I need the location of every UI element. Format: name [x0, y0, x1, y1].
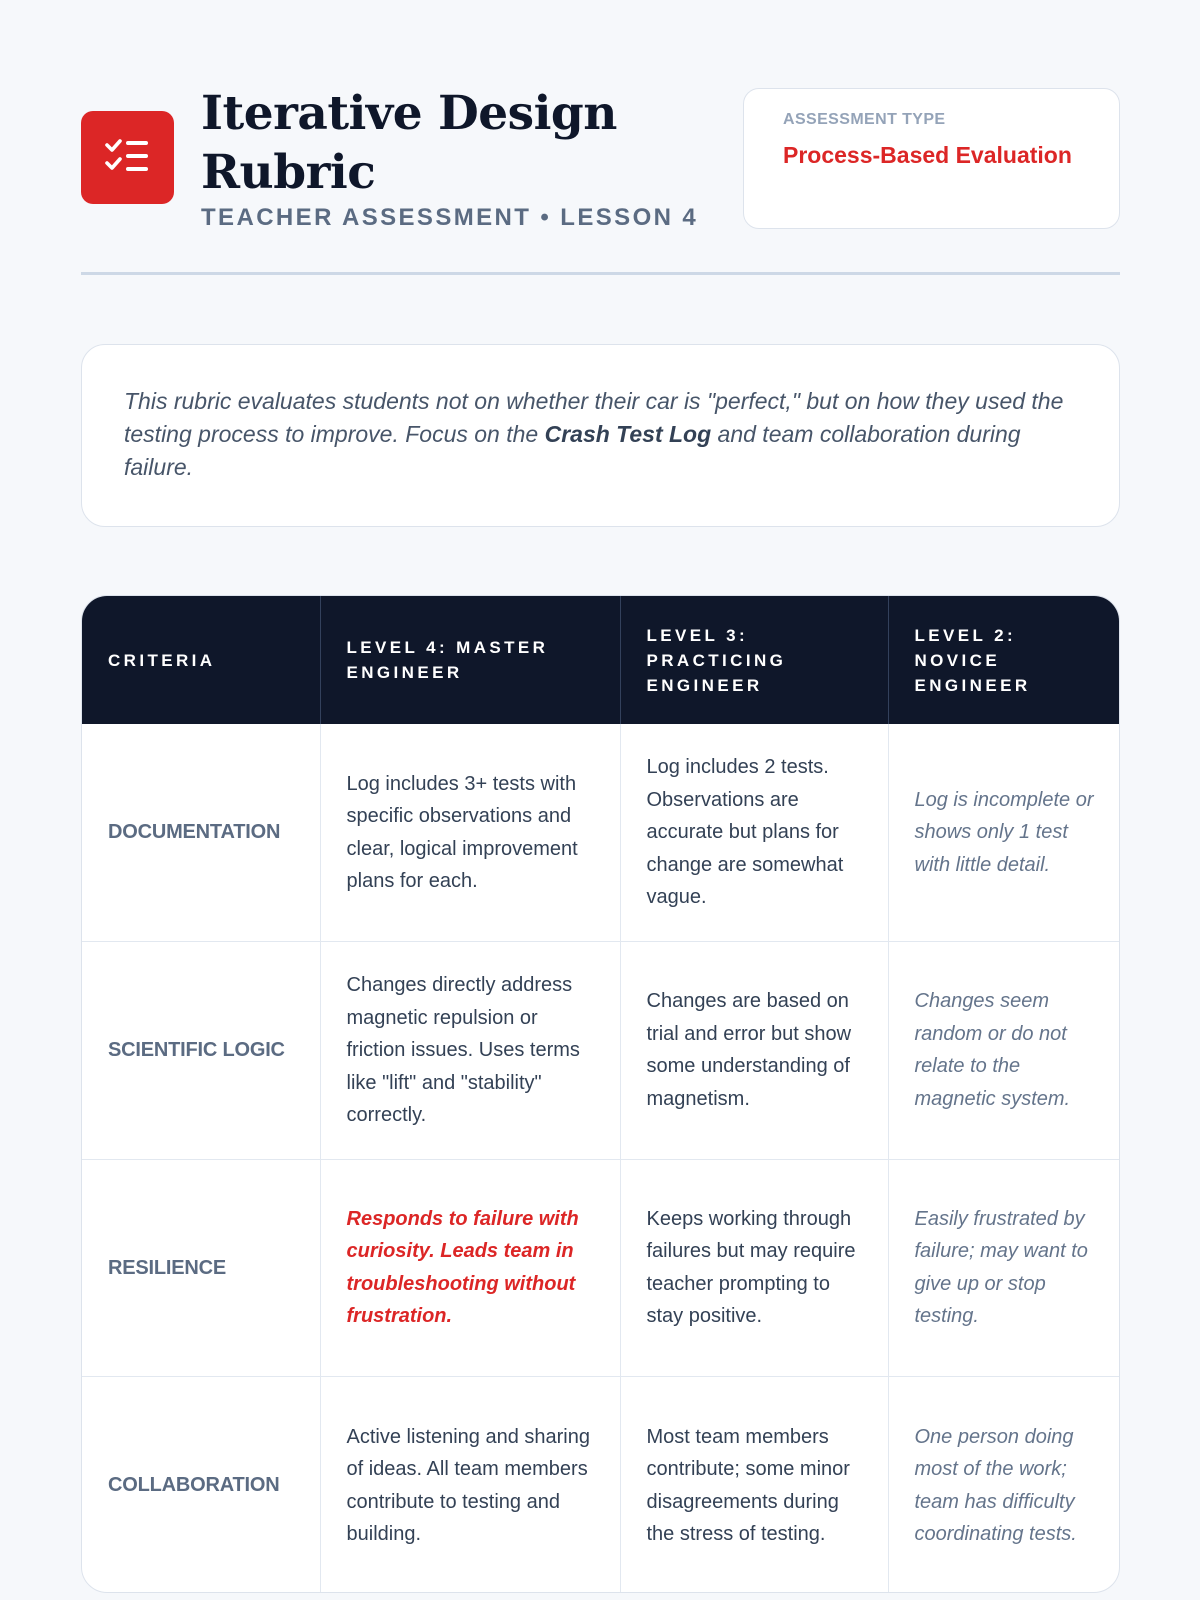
level-2-cell: Changes seem random or do not relate to the magnetic system.: [888, 942, 1120, 1160]
page-subtitle: TEACHER ASSESSMENT • LESSON 4: [201, 204, 699, 231]
criteria-cell: SCIENTIFIC LOGIC: [82, 942, 320, 1160]
table-row: [82, 1159, 1120, 1377]
header-divider: [81, 272, 1120, 275]
table-row: [82, 1377, 1120, 1594]
intro-emphasis: Crash Test Log: [544, 421, 712, 447]
level-4-cell: Log includes 3+ tests with specific observations and clear, logical improvement plans for each.: [320, 724, 620, 942]
table-header-row: [82, 596, 1120, 724]
header-level-2: LEVEL 2: NOVICE ENGINEER: [888, 596, 1120, 724]
level-2-cell: Log is incomplete or shows only 1 test with little detail.: [888, 724, 1120, 942]
intro-text: This rubric evaluates students not on whether their car is "perfect," but on how they used the testing process to improve. Focus on the Crash Test Log and team collaboration during failure.: [124, 388, 1064, 480]
level-3-cell: Keeps working through failures but may require teacher prompting to stay positive.: [620, 1159, 888, 1377]
level-4-cell: Active listening and sharing of ideas. All team members contribute to testing and building.: [320, 1377, 620, 1594]
level-2-cell: Easily frustrated by failure; may want to give up or stop testing.: [888, 1159, 1120, 1377]
level-2-cell: One person doing most of the work; team has difficulty coordinating tests.: [914, 1425, 1077, 1545]
criteria-cell: RESILIENCE: [82, 1159, 320, 1377]
assessment-type-label: ASSESSMENT TYPE: [783, 111, 946, 128]
criteria-cell: COLLABORATION: [82, 1377, 320, 1594]
page-title: Iterative Design Rubric: [201, 86, 617, 200]
level-4-cell: Changes directly address magnetic repulsion or friction issues. Uses terms like "lift" and "stability" correctly.: [320, 942, 620, 1160]
assessment-type-value: Process-Based Evaluation: [783, 142, 1072, 168]
level-4-cell-highlighted: Responds to failure with curiosity. Leads team in troubleshooting without frustration.: [320, 1159, 620, 1377]
checklist-icon: [81, 111, 174, 204]
header-level-3: LEVEL 3: PRACTICING ENGINEER: [620, 596, 888, 724]
level-3-cell: Changes are based on trial and error but show some understanding of magnetism.: [620, 942, 888, 1160]
rubric-table: [81, 595, 1120, 1593]
intro-card: [81, 344, 1120, 527]
header-level-4: LEVEL 4: MASTER ENGINEER: [320, 596, 620, 724]
table-row: [82, 724, 1120, 942]
table-row: [82, 942, 1120, 1160]
assessment-type-card: [743, 88, 1120, 229]
criteria-cell: DOCUMENTATION: [82, 724, 320, 942]
header-criteria: CRITERIA: [82, 596, 320, 724]
header: [81, 84, 1120, 236]
level-3-cell: Log includes 2 tests. Observations are accurate but plans for change are somewhat vague.: [620, 724, 888, 942]
level-3-cell: Most team members contribute; some minor disagreements during the stress of testing.: [620, 1377, 888, 1594]
